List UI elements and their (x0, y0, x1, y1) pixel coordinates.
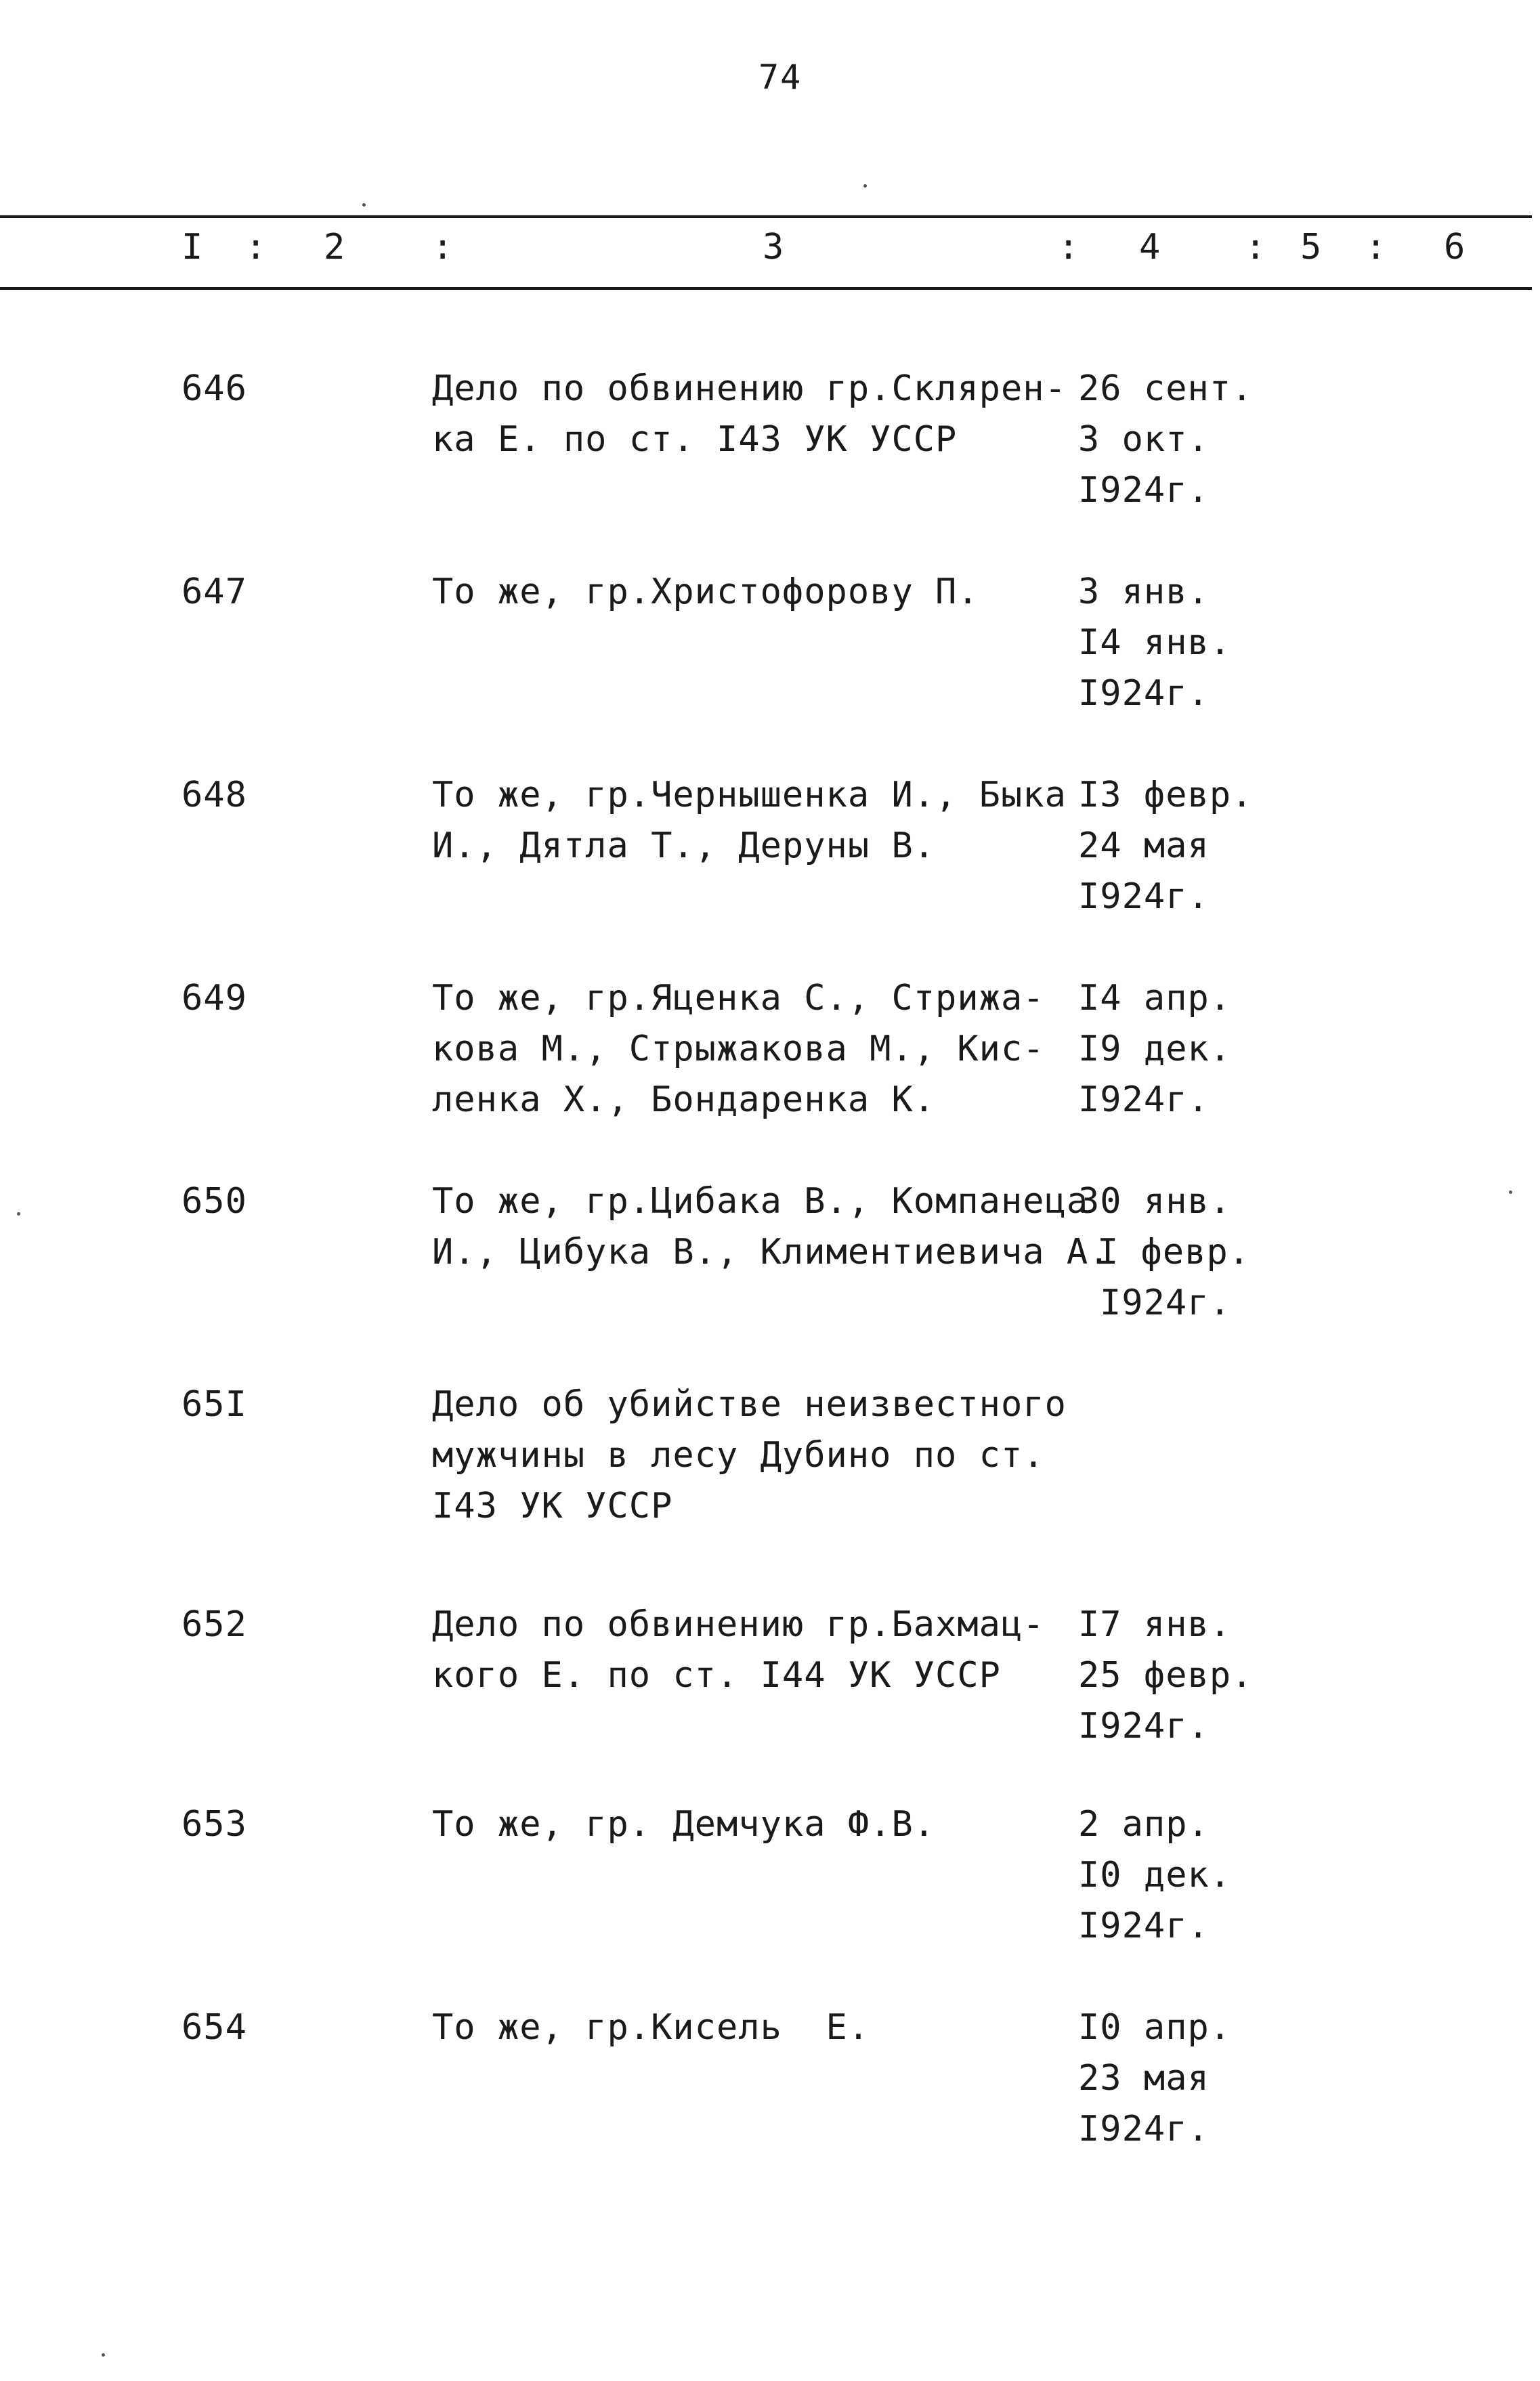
case-title-line: Дело по обвинению гр.Бахмац- (432, 1604, 1045, 1645)
end-date: I9 дек. (1078, 1029, 1232, 1069)
case-dates (1078, 567, 1281, 719)
year: I924г. (1078, 1706, 1210, 1746)
case-title-line: То же, гр.Цибака В., Компанеца (432, 1181, 1089, 1222)
end-date: I4 янв. (1078, 622, 1232, 663)
case-dates (1078, 973, 1281, 1125)
case-title (432, 1600, 1082, 1701)
case-title-line: И., Цибука В., Климентиевича А. (432, 1232, 1111, 1272)
start-date: 26 сент. (1078, 368, 1254, 409)
column-3-header: 3 (763, 227, 784, 267)
column-separator: : (1058, 227, 1079, 267)
end-date: 3 окт. (1078, 419, 1210, 460)
scan-speck (362, 203, 366, 207)
column-separator: : (245, 227, 267, 267)
scan-speck (863, 184, 867, 188)
case-dates (1078, 1176, 1281, 1329)
case-title-line: Дело об убийстве неизвестного (432, 1384, 1067, 1425)
case-title (432, 364, 1082, 465)
year: I924г. (1078, 876, 1210, 917)
case-number: 649 (181, 978, 247, 1018)
case-number: 654 (181, 2007, 247, 2048)
case-title (432, 973, 1082, 1125)
table-header-top-rule (0, 215, 1532, 218)
case-title-line: То же, гр.Чернышенка И., Быка (432, 775, 1067, 815)
case-number: 650 (181, 1181, 247, 1222)
year: I924г. (1078, 673, 1210, 714)
case-title (432, 1799, 1082, 1850)
case-title-line: кова М., Стрыжакова М., Кис- (432, 1029, 1045, 1069)
column-separator: : (1245, 227, 1266, 267)
case-title (432, 1176, 1111, 1278)
case-title-line: мужчины в лесу Дубино по ст. (432, 1435, 1045, 1476)
case-dates (1078, 770, 1281, 922)
end-date: 23 мая (1078, 2058, 1210, 2099)
column-separator: : (432, 227, 454, 267)
column-4-header: 4 (1139, 227, 1161, 267)
case-dates (1078, 1799, 1281, 1952)
scan-speck (17, 1212, 20, 1216)
case-title-line: Дело по обвинению гр.Склярен- (432, 368, 1067, 409)
scan-speck (102, 2353, 105, 2357)
case-title-line: кого Е. по ст. I44 УК УССР (432, 1655, 1001, 1696)
end-date: I0 дек. (1078, 1855, 1232, 1895)
case-title (432, 1379, 1082, 1532)
case-title (432, 567, 1082, 618)
case-title-line: То же, гр.Яценка С., Стрижа- (432, 978, 1045, 1018)
case-dates (1078, 2002, 1281, 2155)
year: I924г. (1078, 1079, 1210, 1120)
start-date: I3 февр. (1078, 775, 1254, 815)
start-date: I0 апр. (1078, 2007, 1232, 2048)
year: I924г. (1078, 1906, 1210, 1946)
column-2-header: 2 (324, 227, 345, 267)
case-title (432, 770, 1082, 872)
case-number: 65I (181, 1384, 247, 1425)
case-number: 646 (181, 368, 247, 409)
start-date: 3 янв. (1078, 572, 1210, 612)
case-title-line: I43 УК УССР (432, 1486, 673, 1526)
case-title-line: И., Дятла Т., Деруны В. (432, 825, 936, 866)
start-date: 2 апр. (1078, 1804, 1210, 1845)
start-date: I7 янв. (1078, 1604, 1232, 1645)
start-date: 30 янв. (1078, 1181, 1232, 1222)
case-title-line: То же, гр.Христофорову П. (432, 572, 979, 612)
case-title-line: ка Е. по ст. I43 УК УССР (432, 419, 958, 460)
table-header-bottom-rule (0, 287, 1532, 290)
case-number: 653 (181, 1804, 247, 1845)
year: I924г. (1078, 470, 1210, 511)
year: I924г. (1078, 2109, 1210, 2149)
case-number: 648 (181, 775, 247, 815)
column-5-header: 5 (1300, 227, 1322, 267)
start-date: I4 апр. (1078, 978, 1232, 1018)
case-number: 647 (181, 572, 247, 612)
case-number: 652 (181, 1604, 247, 1645)
column-1-header: I (181, 227, 203, 267)
case-title (432, 2002, 1082, 2053)
end-date: 24 мая (1078, 825, 1210, 866)
page-number: 74 (758, 58, 803, 97)
scan-speck (1509, 1190, 1512, 1194)
case-dates (1078, 364, 1281, 516)
case-dates (1078, 1600, 1281, 1752)
end-date: I февр. (1097, 1232, 1251, 1272)
case-title-line: То же, гр.Кисель Е. (432, 2007, 870, 2048)
case-title-line: То же, гр. Демчука Ф.В. (432, 1804, 936, 1845)
case-title-line: ленка Х., Бондаренка К. (432, 1079, 936, 1120)
column-separator: : (1365, 227, 1387, 267)
year: I924г. (1100, 1283, 1231, 1323)
column-6-header: 6 (1444, 227, 1466, 267)
end-date: 25 февр. (1078, 1655, 1254, 1696)
